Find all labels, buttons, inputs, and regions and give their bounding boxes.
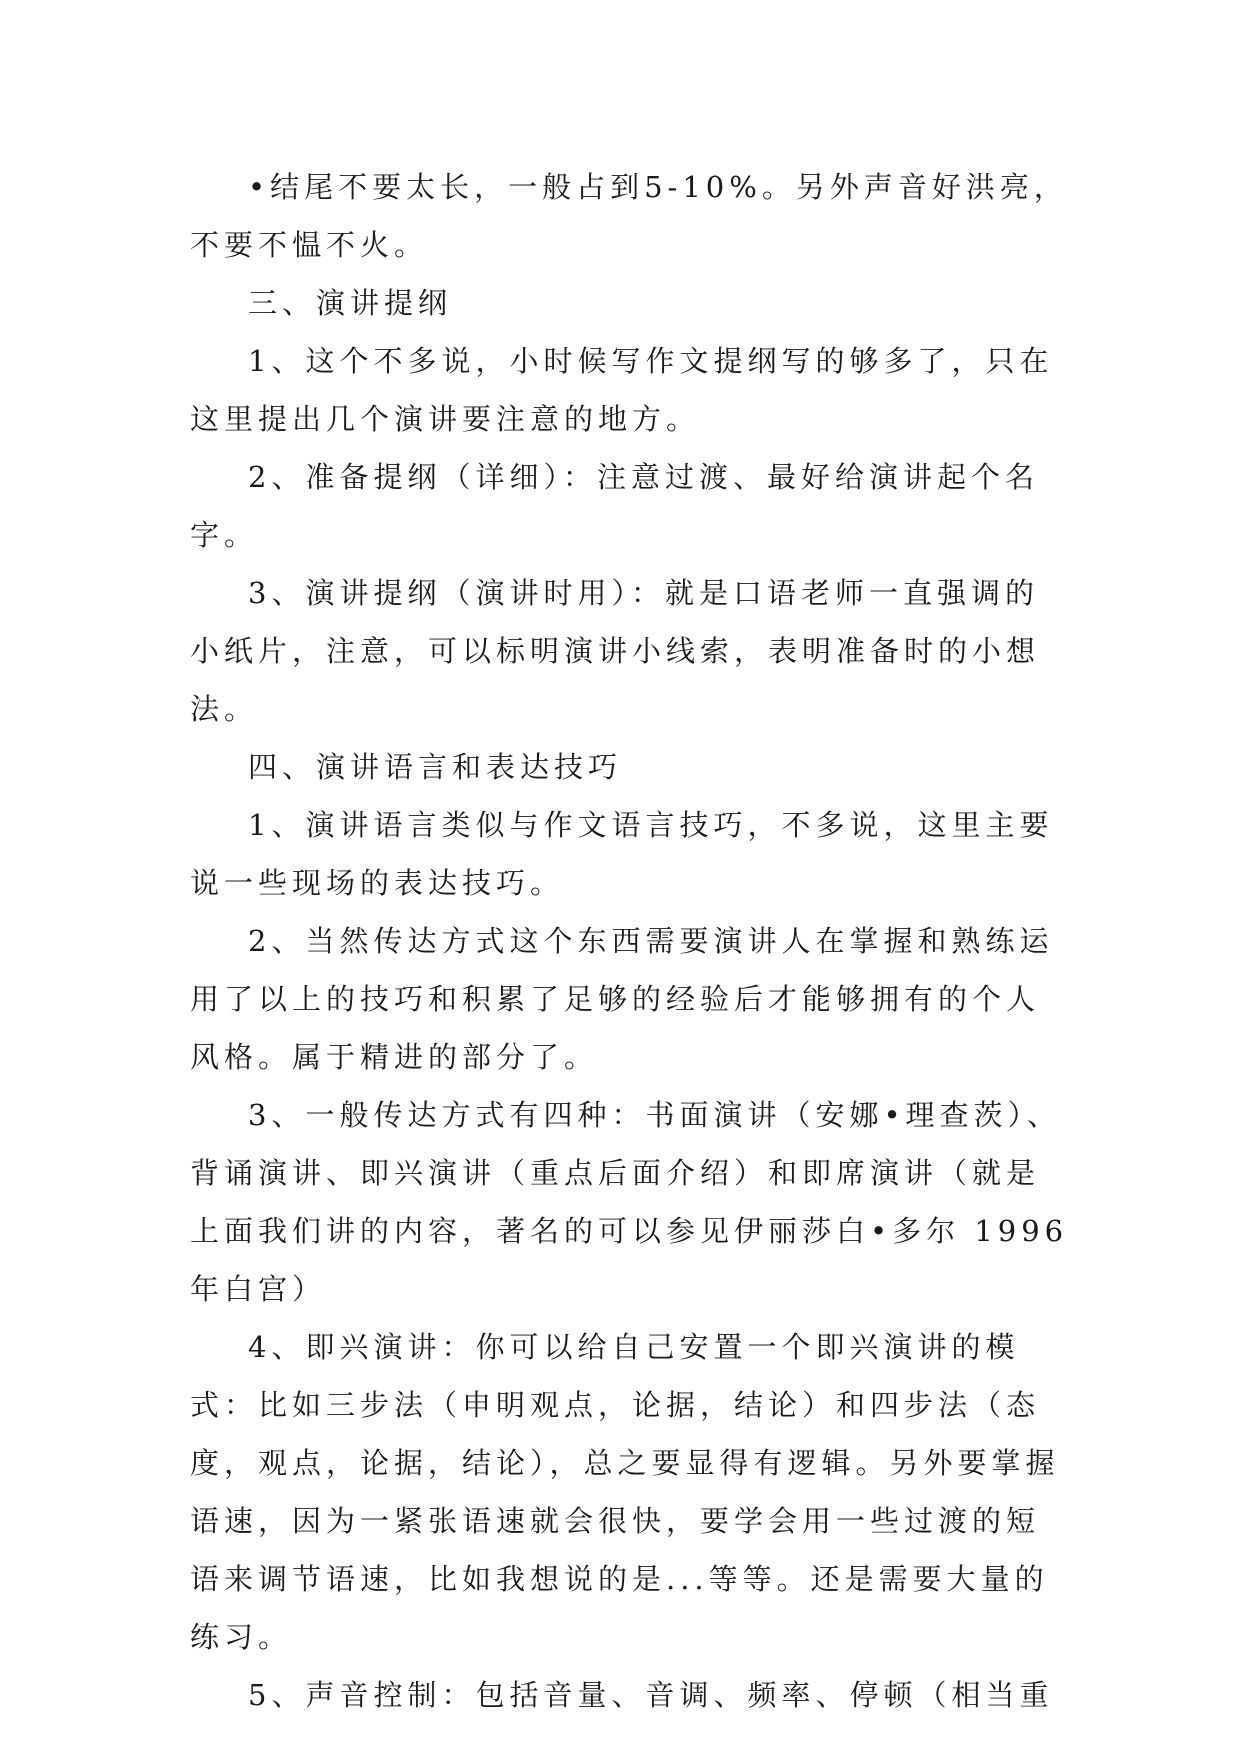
paragraph: 1、演讲语言类似与作文语言技巧，不多说，这里主要说一些现场的表达技巧。 [190, 808, 1054, 900]
document-page [190, 158, 1070, 1724]
paragraph: 5、声音控制：包括音量、音调、频率、停顿（相当重 [248, 1678, 1054, 1712]
section-heading: 四、演讲语言和表达技巧 [248, 750, 623, 784]
paragraph: 4、即兴演讲：你可以给自己安置一个即兴演讲的模式：比如三步法（申明观点，论据，结论）和四步法（态度，观点，论据，结论），总之要显得有逻辑。另外要掌握语速，因为一紧张语速就会很快，要学会用一些过渡的短语来调节语速，比如我想说的是...等等。还是需要大量的练习。 [190, 1330, 1060, 1654]
paragraph: 2、当然传达方式这个东西需要演讲人在掌握和熟练运用了以上的技巧和积累了足够的经验后才能够拥有的个人风格。属于精进的部分了。 [190, 924, 1054, 1074]
paragraph: 2、准备提纲（详细）：注意过渡、最好给演讲起个名字。 [190, 460, 1039, 552]
paragraph: 3、一般传达方式有四种：书面演讲（安娜•理查茨）、背诵演讲、即兴演讲（重点后面介绍）和即席演讲（就是上面我们讲的内容，著名的可以参见伊丽莎白•多尔 1996 年白宫） [190, 1098, 1069, 1306]
section-heading: 三、演讲提纲 [248, 286, 453, 320]
paragraph: 1、这个不多说，小时候写作文提纲写的够多了，只在这里提出几个演讲要注意的地方。 [190, 344, 1054, 436]
paragraph: •结尾不要太长，一般占到5-10%。另外声音好洪亮，不要不愠不火。 [190, 170, 1068, 262]
paragraph: 3、演讲提纲（演讲时用）：就是口语老师一直强调的小纸片，注意，可以标明演讲小线索，表明准备时的小想法。 [190, 576, 1041, 726]
